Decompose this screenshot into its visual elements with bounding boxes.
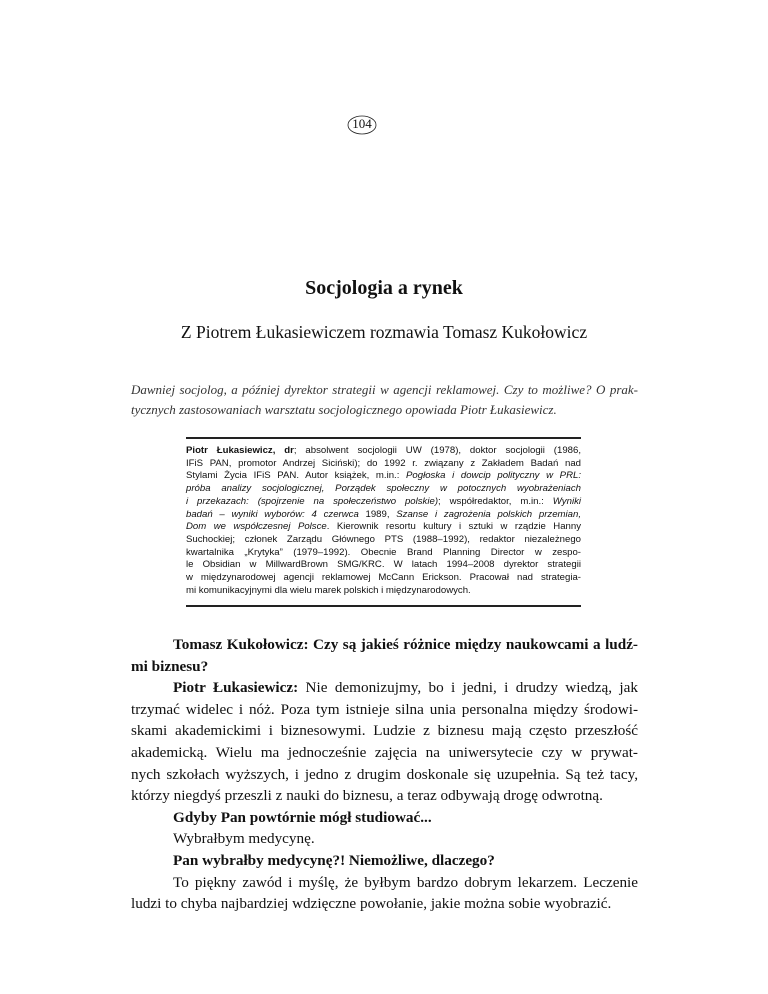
bio-line: badań – wyniki wyborów: 4 czerwca 1989, Szanse i zagrożenia polskich przemian, [186,508,581,520]
answer-line: ludzi to chyba najbardziej wdzięczne powołanie, jakie można sobie wyobrazić. [131,895,612,913]
interview-body [131,634,638,915]
bio-line: kwartalnika „Krytyka” (1979–1992). Obecnie Brand Planning Director w zespo- [186,546,581,558]
bio-line: le Obsidian w MillwardBrown SMG/KRC. W latach 1994–2008 dyrektor strategii [186,559,581,571]
answer-line: skami akademickimi i biznesowymi. Ludzie z biznesu mają często przeszłość [131,722,638,740]
lead-line: Dawniej socjolog, a później dyrektor strategii w agencji reklamowej. Czy to możliwe? O prak- [131,382,638,397]
bio-line: i przekazach: (spojrzenie na społeczeństwo polskie); współredaktor, m.in.: Wyniki [186,495,581,507]
answer-line: akademicką. Wielu ma jednocześnie zajęcia na uniwersytecie czy w prywat- [131,743,638,761]
bio-line: Piotr Łukasiewicz, dr; absolwent socjologii UW (1978), doktor socjologii (1986, [186,445,581,456]
article-title: Socjologia a rynek [305,277,463,299]
answer-line: nych szkołach wyższych, i jedno z drugim doskonale się uzupełnia. Są też tacy, [131,765,638,783]
bio-line: próba analizy socjologicznej, Porządek społeczny w potocznych wyobrażeniach [186,483,581,495]
speaker-name: Piotr Łukasiewicz: [173,679,299,697]
bio-line: Suchockiej; członek Zarządu Głównego PTS (1988–1992), redaktor niezależnego [186,533,581,545]
question-line: Tomasz Kukołowicz: Czy są jakieś różnice między naukowcami a ludź- [173,636,638,653]
lead-paragraph [131,380,638,420]
lead-line: tycznych zastosowaniach warsztatu socjologicznego opowiada Piotr Łukasiewicz. [131,402,557,417]
question-line: Pan wybrałby medycynę?! Niemożliwe, dlaczego? [173,851,495,869]
page-number [346,113,378,137]
answer-line: trzymać widelec i nóż. Poza tym istnieje silna unia personalna między środowi- [131,700,638,718]
question-line: Gdyby Pan powtórnie mógł studiować... [173,808,432,826]
bio-line: w międzynarodowej agencji reklamowej McCann Erickson. Pracował nad strategia- [186,572,581,584]
page-number-text: 104 [352,116,372,131]
author-bio-box [186,437,581,607]
answer-line: Piotr Łukasiewicz: Nie demonizujmy, bo i jedni, i drudzy wiedzą, jak [173,679,638,697]
answer-line: To piękny zawód i myślę, że byłbym bardzo dobrym lekarzem. Leczenie [173,873,638,891]
bio-line: Dom we współczesnej Polsce. Kierownik resortu kultury i sztuki w rządzie Hanny [186,521,582,533]
answer-line: którzy niegdyś przeszli z nauki do biznesu, a teraz odbywają drogę odwrotną. [131,787,603,805]
question-line: mi biznesu? [131,657,209,675]
bio-line: IFiS PAN, promotor Andrzej Siciński); do 1992 r. związany z Zakładem Badań nad [186,457,581,469]
bio-name: Piotr Łukasiewicz, dr [186,445,294,456]
article-subtitle: Z Piotrem Łukasiewiczem rozmawia Tomasz Kukołowicz [180,322,588,342]
bio-line: Stylami Życia IFiS PAN. Autor książek, m.in.: Pogłoska i dowcip polityczny w PRL: [186,470,581,482]
answer-line: Wybrałbym medycynę. [173,830,315,848]
bio-line: mi komunikacyjnymi dla wielu marek polskich i międzynarodowych. [186,584,471,596]
